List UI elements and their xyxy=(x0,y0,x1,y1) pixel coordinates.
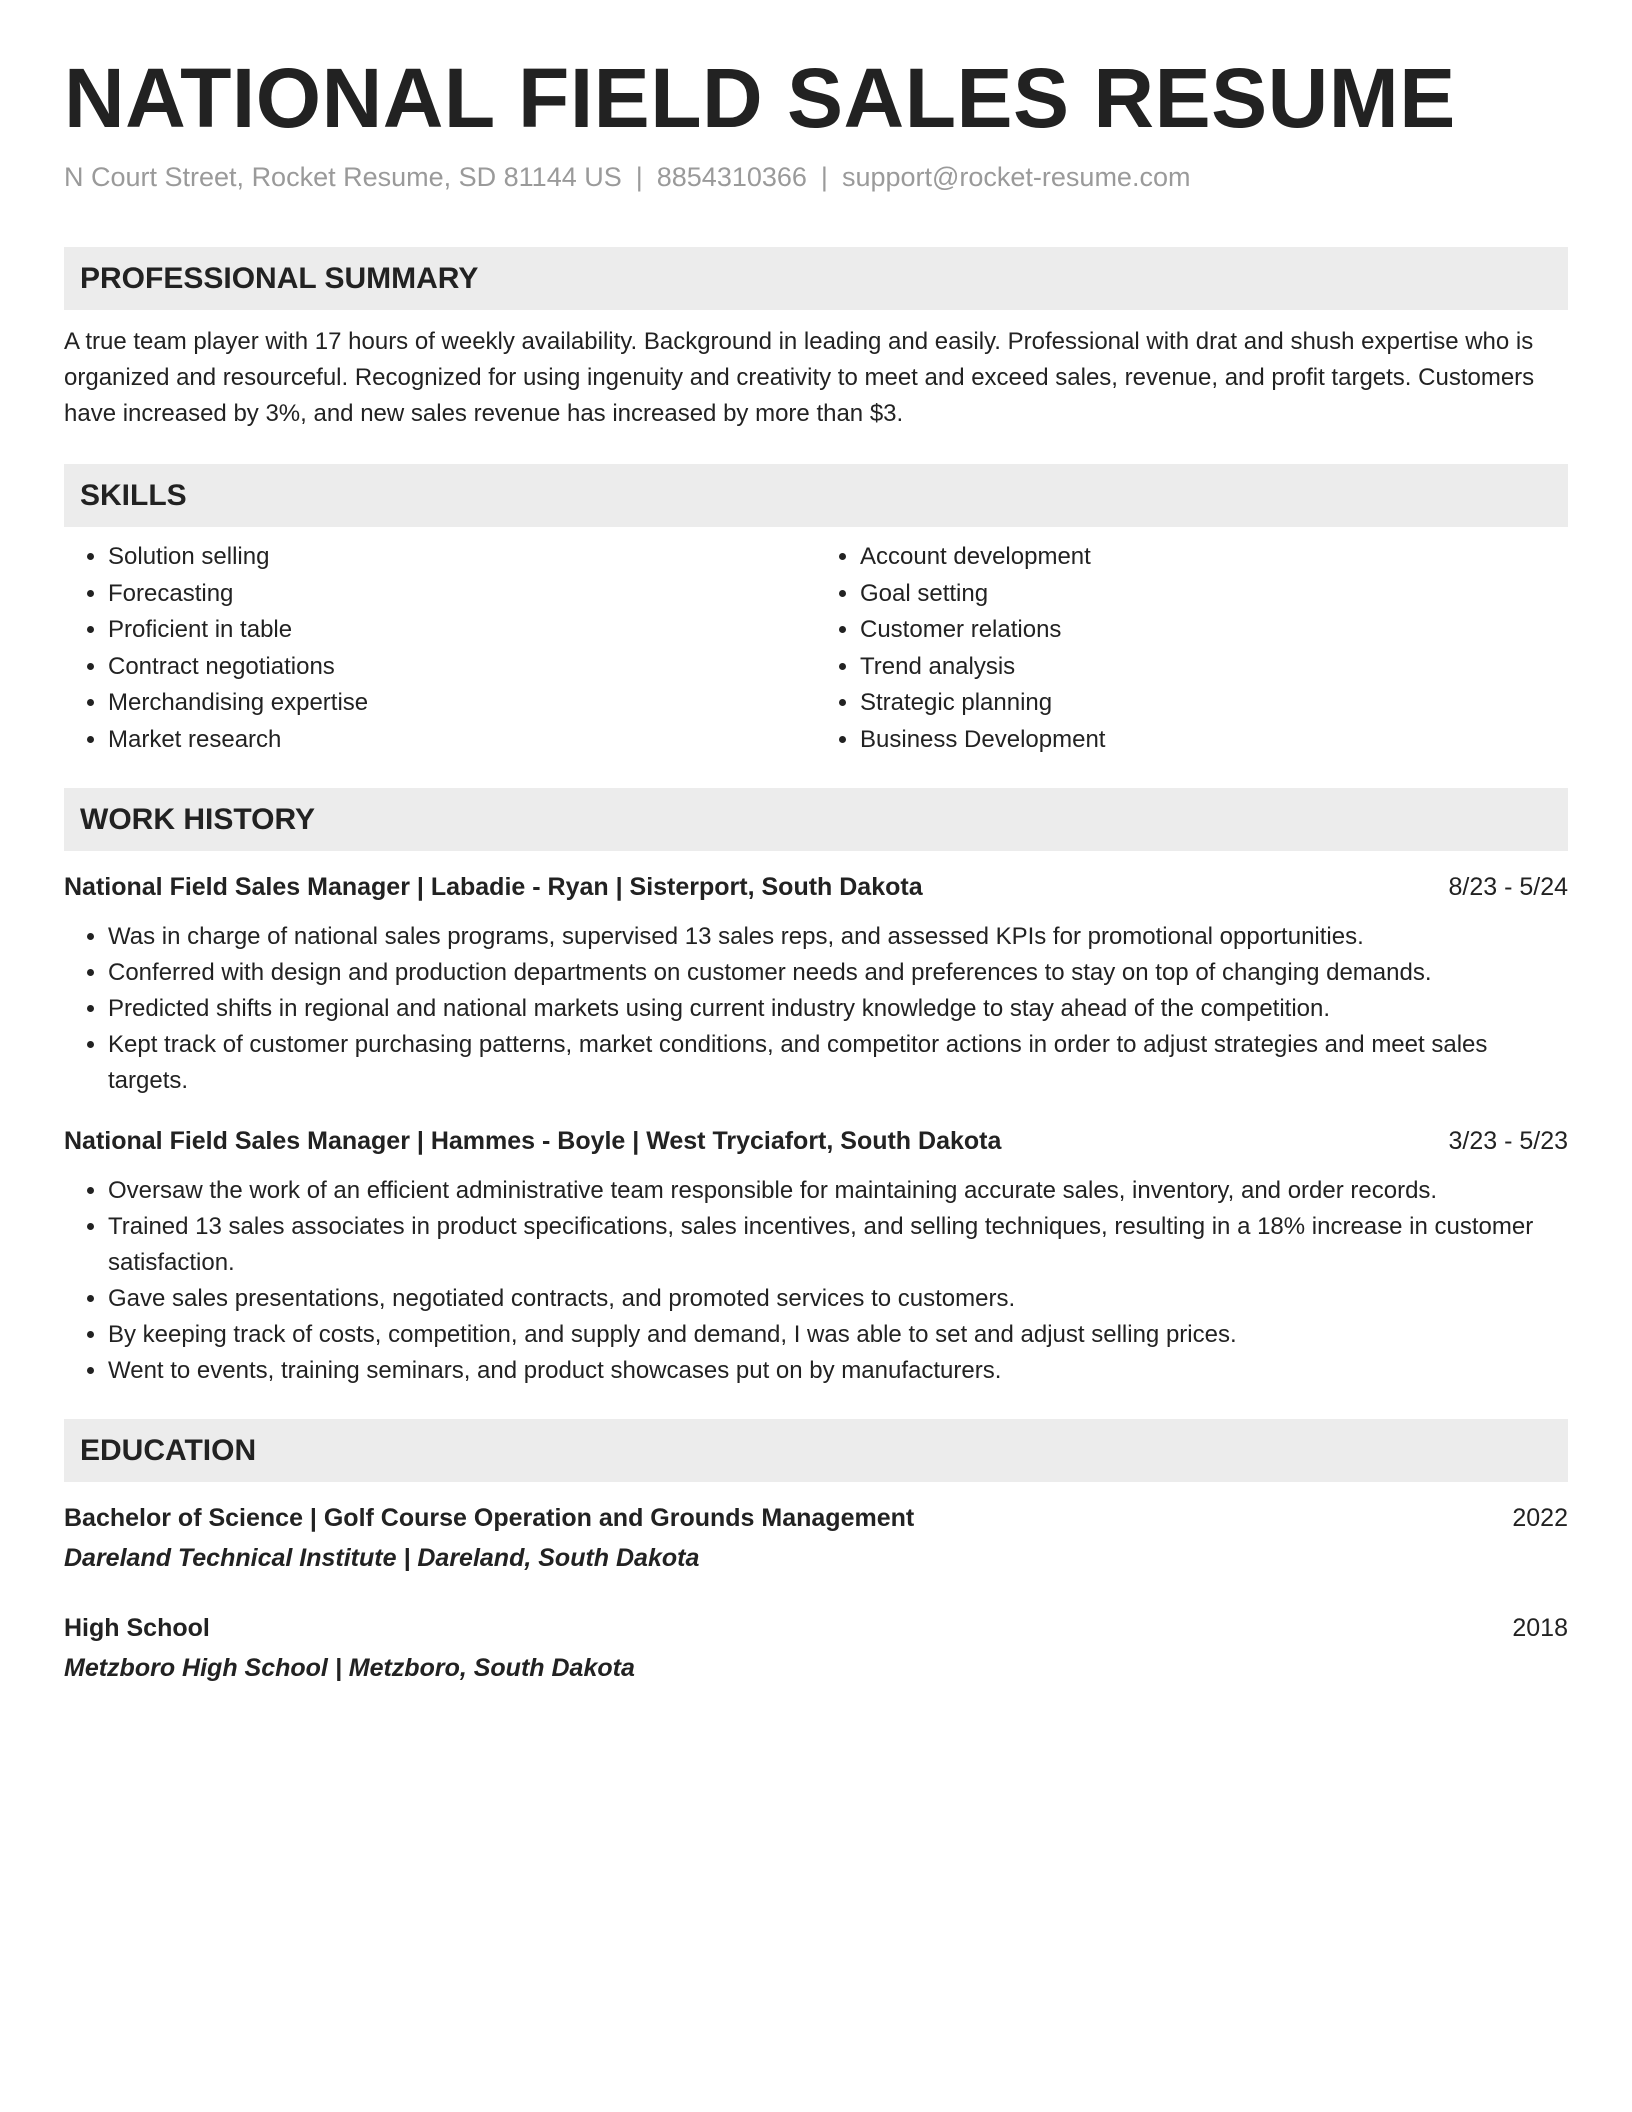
skill-item: • Account development xyxy=(860,539,1568,576)
skill-item: • Customer relations xyxy=(860,612,1568,649)
job-bullet: • Kept track of customer purchasing patterns, market conditions, and competitor actions in order to adjust strategies and meet sales targets. xyxy=(108,1027,1568,1099)
skill-item: • Strategic planning xyxy=(860,685,1568,722)
job-bullet-list xyxy=(64,919,1568,1099)
section-header-skills: SKILLS xyxy=(64,464,1568,527)
education-year: 2018 xyxy=(1512,1614,1568,1643)
job-dates: 8/23 - 5/24 xyxy=(1448,873,1568,902)
job-bullet: • Went to events, training seminars, and product showcases put on by manufacturers. xyxy=(108,1353,1568,1389)
skill-item: • Merchandising expertise xyxy=(108,685,816,722)
education-entry-header xyxy=(64,1610,1568,1646)
summary-text: A true team player with 17 hours of weekly availability. Background in leading and easily. Professional with drat and shush expertise who is organized and resourceful. Recognized for using ingenuity and creativity to meet and exceed sales, revenue, and profit targets. Customers have increased by 3%, and new sales revenue has increased by more than $3. xyxy=(64,328,1535,428)
skills-list-left xyxy=(64,539,816,758)
contact-separator: | xyxy=(820,162,828,193)
skill-item: • Business Development xyxy=(860,722,1568,759)
contact-phone: 8854310366 xyxy=(656,162,807,193)
job-entry-header xyxy=(64,869,1568,905)
job-bullet: • By keeping track of costs, competition, and supply and demand, I was able to set and adjust selling prices. xyxy=(108,1317,1568,1353)
education-entry-header xyxy=(64,1500,1568,1536)
job-title: National Field Sales Manager | Hammes - Boyle | West Tryciafort, South Dakota xyxy=(64,1127,1002,1156)
job-bullet: • Gave sales presentations, negotiated contracts, and promoted services to customers. xyxy=(108,1281,1568,1317)
job-bullet: • Was in charge of national sales programs, supervised 13 sales reps, and assessed KPIs for promotional opportunities. xyxy=(108,919,1568,955)
job-bullet: • Trained 13 sales associates in product specifications, sales incentives, and selling techniques, resulting in a 18% increase in customer satisfaction. xyxy=(108,1209,1568,1281)
section-header-work-history: WORK HISTORY xyxy=(64,788,1568,851)
education-school: Dareland Technical Institute | Dareland, South Dakota xyxy=(64,1544,700,1573)
skill-item: • Forecasting xyxy=(108,576,816,613)
education-degree: Bachelor of Science | Golf Course Operation and Grounds Management xyxy=(64,1504,915,1533)
resume-name-heading: NATIONAL FIELD SALES RESUME xyxy=(64,51,1456,145)
skill-item: • Goal setting xyxy=(860,576,1568,613)
skills-grid xyxy=(64,539,1568,758)
job-bullet: • Conferred with design and production departments on customer needs and preferences to stay on top of changing demands. xyxy=(108,955,1568,991)
job-bullet: • Predicted shifts in regional and national markets using current industry knowledge to stay ahead of the competition. xyxy=(108,991,1568,1027)
skill-item: • Solution selling xyxy=(108,539,816,576)
education-school: Metzboro High School | Metzboro, South Dakota xyxy=(64,1654,635,1683)
skills-list-right xyxy=(816,539,1568,758)
job-bullet: • Oversaw the work of an efficient administrative team responsible for maintaining accurate sales, inventory, and order records. xyxy=(108,1173,1568,1209)
education-degree: High School xyxy=(64,1614,210,1643)
contact-email: support@rocket-resume.com xyxy=(841,162,1191,193)
section-header-education: EDUCATION xyxy=(64,1419,1568,1482)
job-title: National Field Sales Manager | Labadie - Ryan | Sisterport, South Dakota xyxy=(64,873,923,902)
contact-separator: | xyxy=(635,162,643,193)
skill-item: • Contract negotiations xyxy=(108,649,816,686)
job-dates: 3/23 - 5/23 xyxy=(1448,1127,1568,1156)
contact-address: N Court Street, Rocket Resume, SD 81144 US xyxy=(64,162,622,193)
section-header-summary: PROFESSIONAL SUMMARY xyxy=(64,247,1568,310)
skill-item: • Market research xyxy=(108,722,816,759)
contact-line xyxy=(64,160,1568,195)
skill-item: • Proficient in table xyxy=(108,612,816,649)
education-year: 2022 xyxy=(1512,1504,1568,1533)
job-bullet-list xyxy=(64,1173,1568,1389)
skill-item: • Trend analysis xyxy=(860,649,1568,686)
job-entry-header xyxy=(64,1123,1568,1159)
